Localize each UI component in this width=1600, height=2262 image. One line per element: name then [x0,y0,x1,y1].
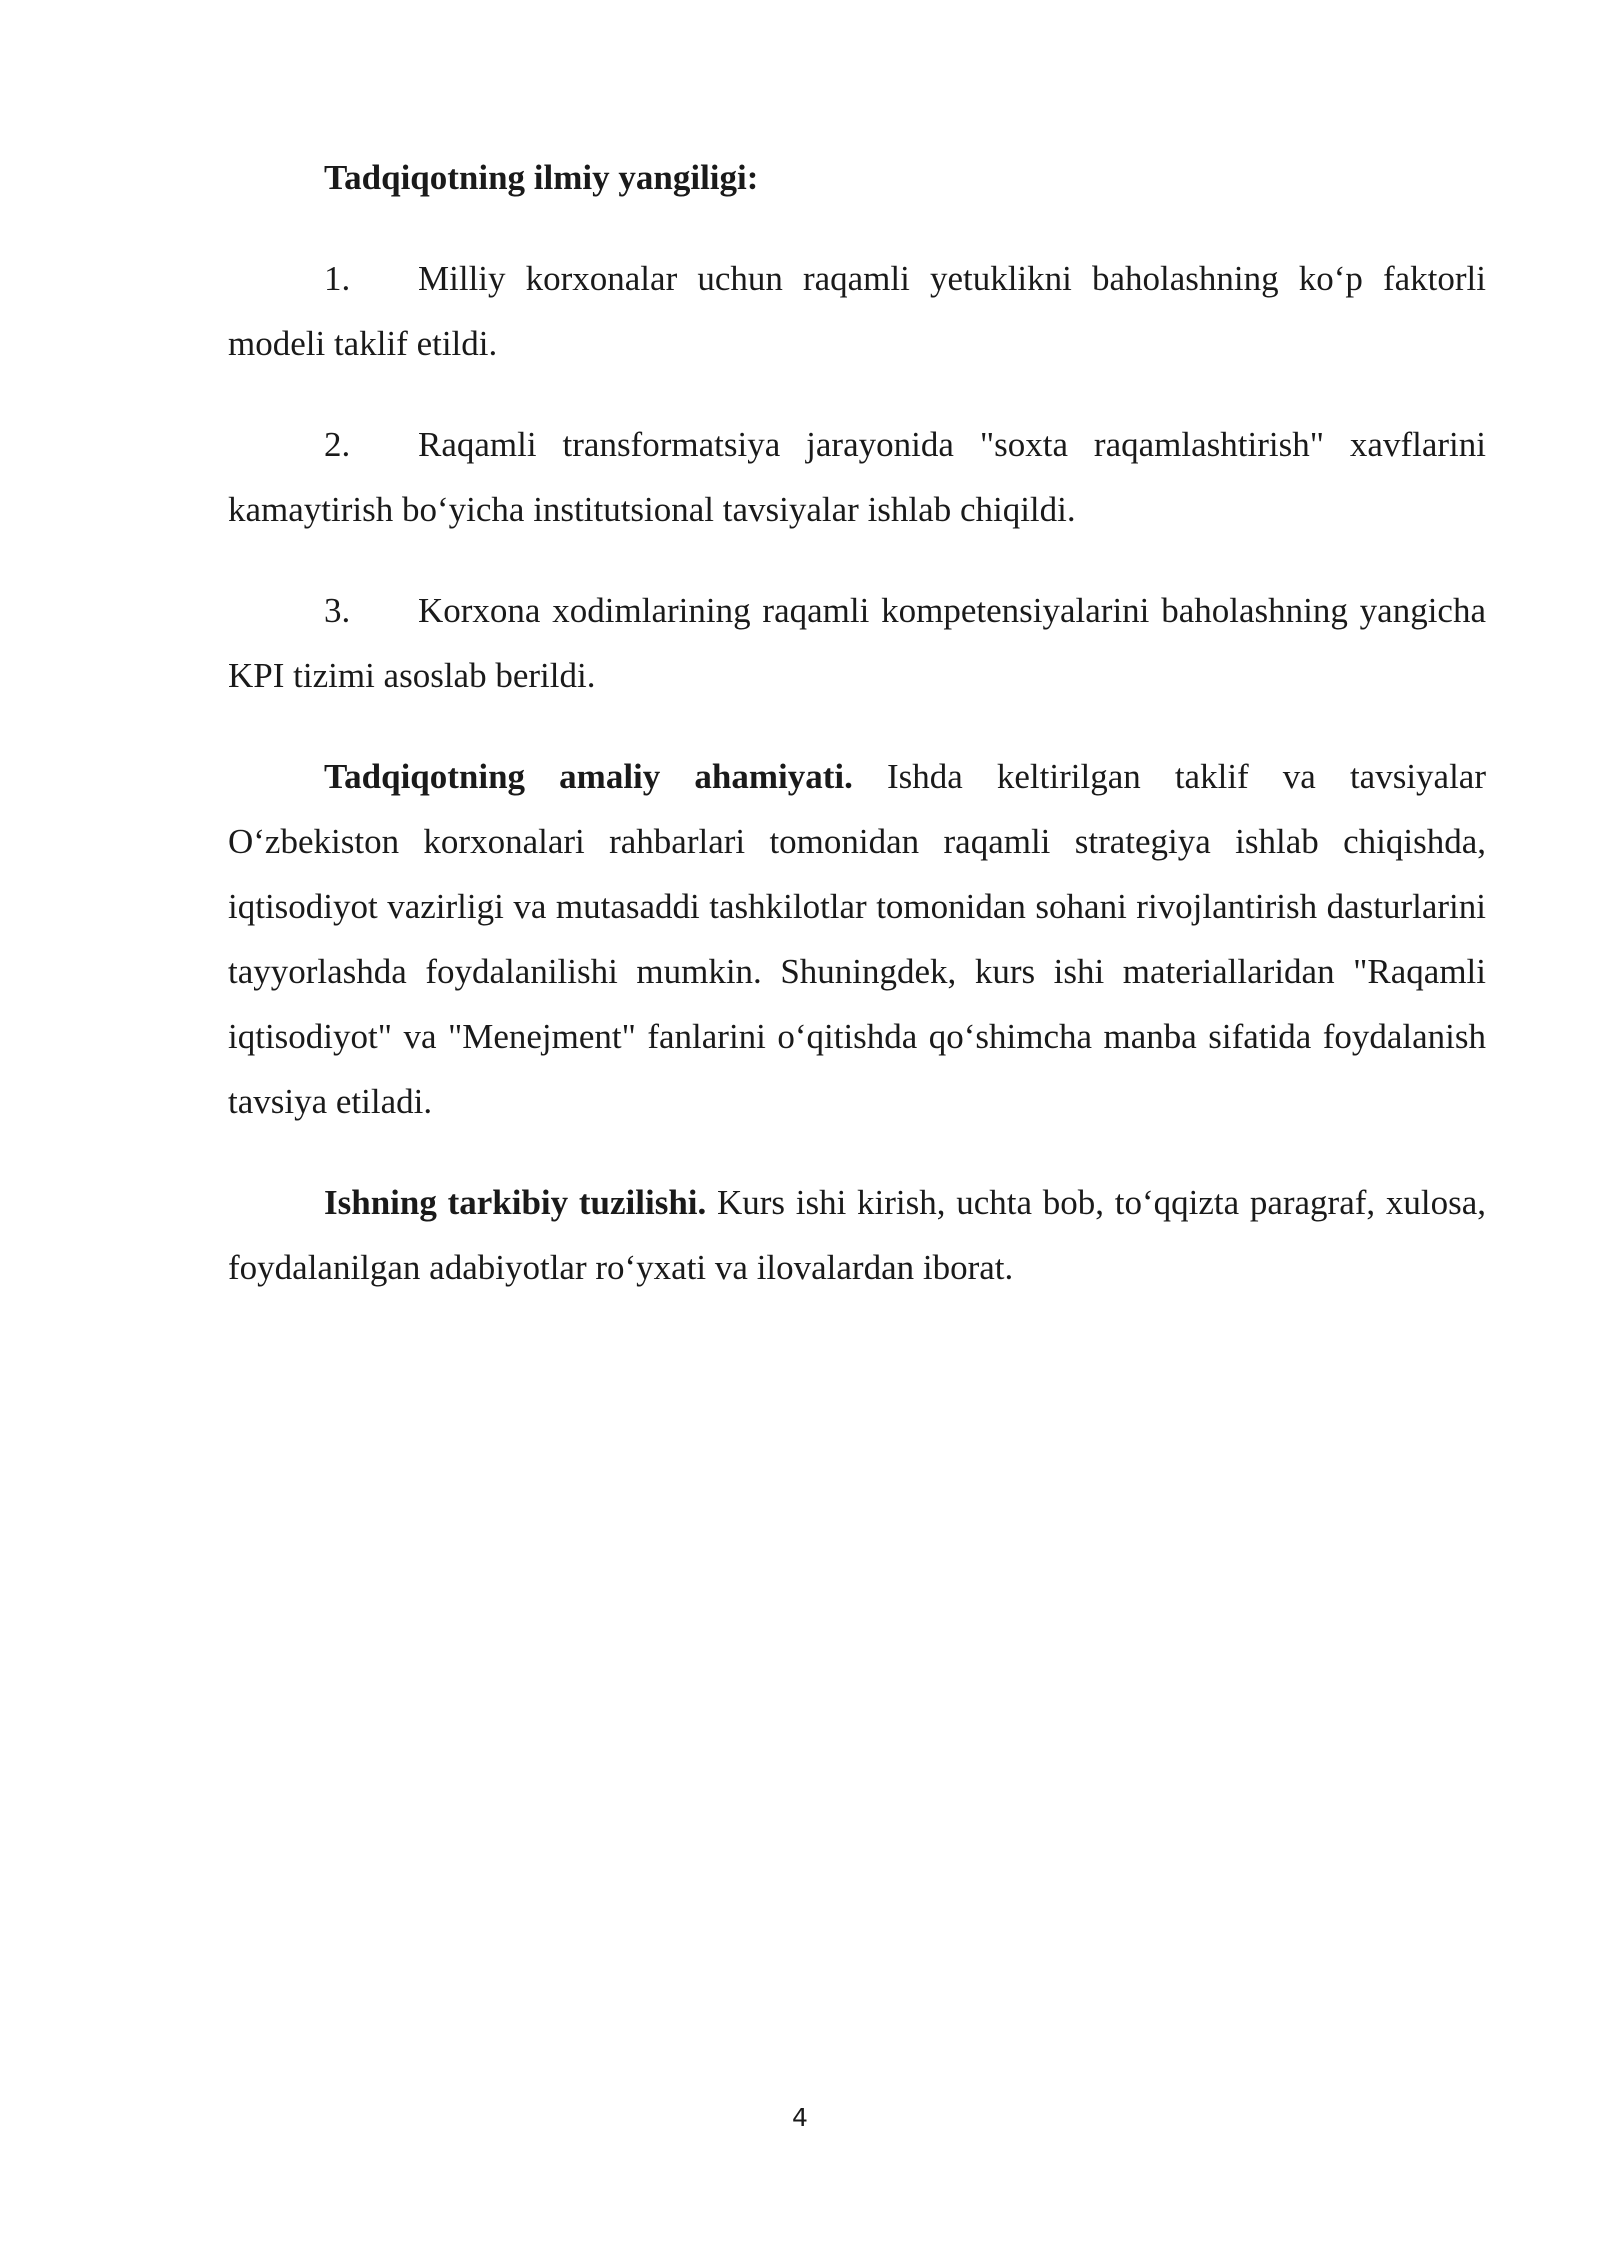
novelty-item-1 [228,246,1486,376]
work-structure-text: Kurs ishi kirish, uchta bob, to‘qqizta paragraf, xulosa, foydalanilgan adabiyotlar ro‘yxati va ilovalardan iborat. [228,1183,1486,1287]
practical-significance-paragraph [228,744,1486,1134]
novelty-item-3 [228,578,1486,708]
novelty-item-number: 3. [324,591,351,630]
novelty-item-text: Milliy korxonalar uchun raqamli yetuklikni baholashning ko‘p faktorli modeli taklif etildi. [228,259,1486,363]
work-structure-lead: Ishning tarkibiy tuzilishi. [324,1183,707,1222]
page-content [228,145,1486,1300]
practical-significance-lead: Tadqiqotning amaliy ahamiyati. [324,757,853,796]
novelty-item-number: 1. [324,259,351,298]
practical-significance-text: Ishda keltirilgan taklif va tavsiyalar O‘zbekiston korxonalari rahbarlari tomonidan raqamli strategiya ishlab chiqishda, iqtisodiyot vazirligi va mutasaddi tashkilotlar tomonidan sohani rivojlantirish dasturlarini tayyorlashda foydalanilishi mumkin. Shuningdek, kurs ishi materiallaridan "Raqamli iqtisodiyot" va "Menejment" fanlarini o‘qitishda qo‘shimcha manba sifatida foydalanish tavsiya etiladi. [228,757,1487,1121]
section-heading-scientific-novelty: Tadqiqotning ilmiy yangiligi: [324,158,759,197]
novelty-item-number: 2. [324,425,351,464]
novelty-item-2 [228,412,1486,542]
work-structure-paragraph [228,1170,1486,1300]
page-number: 4 [792,2103,808,2132]
novelty-item-text: Raqamli transformatsiya jarayonida "soxta raqamlashtirish" xavflarini kamaytirish bo‘yicha institutsional tavsiyalar ishlab chiqildi. [228,425,1486,529]
novelty-item-text: Korxona xodimlarining raqamli kompetensiyalarini baholashning yangicha KPI tizimi asoslab berildi. [228,591,1486,695]
